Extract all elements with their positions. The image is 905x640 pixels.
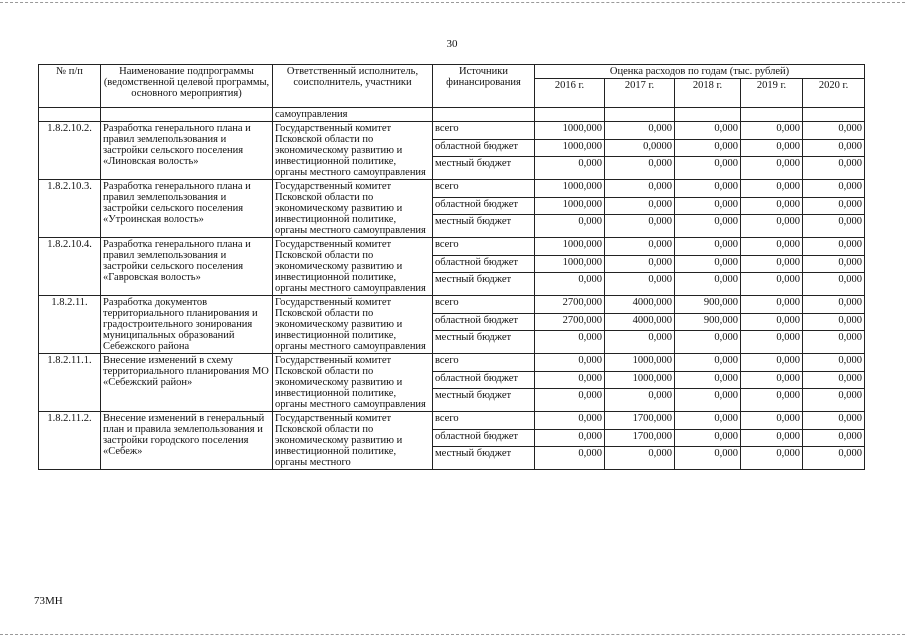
amount-2016: 0,000 — [535, 389, 605, 412]
amount-2020: 0,000 — [803, 273, 865, 296]
amount-2017: 0,000 — [605, 180, 675, 198]
header-year-2020: 2020 г. — [803, 79, 865, 108]
amount-2020: 0,000 — [803, 122, 865, 140]
amount-2019: 0,000 — [741, 215, 803, 238]
amount-2019: 0,000 — [741, 389, 803, 412]
amount-2020: 0,000 — [803, 157, 865, 180]
funding-source: областной бюджет — [433, 255, 535, 273]
amount-2017: 1700,000 — [605, 429, 675, 447]
amount-2020: 0,000 — [803, 331, 865, 354]
budget-table — [38, 64, 865, 470]
amount-2016: 1000,000 — [535, 238, 605, 256]
row-responsible: Государственный комитет Псковской области по экономическому развитию и инвестиционной политике, органы местного самоуправления — [273, 122, 433, 180]
amount-2017: 0,000 — [605, 331, 675, 354]
table-row — [39, 238, 865, 256]
row-name: Разработка генерального плана и правил землепользования и застройки сельского поселения «Гавровская волость» — [101, 238, 273, 296]
amount-2017: 0,000 — [605, 122, 675, 140]
amount-2020: 0,000 — [803, 180, 865, 198]
header-name: Наименование подпрограммы (ведомственной целевой программы, основного мероприятия) — [101, 65, 273, 108]
footer-code: 73МН — [34, 595, 63, 607]
amount-2018: 0,000 — [675, 255, 741, 273]
amount-2017: 0,000 — [605, 273, 675, 296]
header-source: Источники финансирования — [433, 65, 535, 108]
amount-2020: 0,000 — [803, 197, 865, 215]
amount-2020: 0,000 — [803, 389, 865, 412]
top-page-edge — [0, 2, 905, 3]
amount-2020: 0,000 — [803, 313, 865, 331]
row-number: 1.8.2.11.1. — [39, 354, 101, 412]
amount-2019: 0,000 — [741, 255, 803, 273]
amount-2019: 0,000 — [741, 157, 803, 180]
amount-2017: 0,000 — [605, 197, 675, 215]
amount-2016: 0,000 — [535, 157, 605, 180]
header-responsible: Ответственный исполнитель, соисполнитель, участники — [273, 65, 433, 108]
amount-2016: 1000,000 — [535, 180, 605, 198]
amount-2016: 1000,000 — [535, 197, 605, 215]
header-num: № п/п — [39, 65, 101, 108]
row-number: 1.8.2.10.4. — [39, 238, 101, 296]
amount-2018: 0,000 — [675, 215, 741, 238]
amount-2018: 0,000 — [675, 197, 741, 215]
page-number: 30 — [446, 38, 458, 50]
continuation-empty — [605, 108, 675, 122]
funding-source: всего — [433, 122, 535, 140]
amount-2016: 2700,000 — [535, 296, 605, 314]
amount-2020: 0,000 — [803, 371, 865, 389]
header-year-2019: 2019 г. — [741, 79, 803, 108]
amount-2019: 0,000 — [741, 371, 803, 389]
continuation-row — [39, 108, 865, 122]
row-responsible: Государственный комитет Псковской области по экономическому развитию и инвестиционной политике, органы местного самоуправления — [273, 238, 433, 296]
continuation-text: самоуправления — [273, 108, 433, 122]
row-responsible: Государственный комитет Псковской области по экономическому развитию и инвестиционной политике, органы местного — [273, 412, 433, 470]
row-responsible: Государственный комитет Псковской области по экономическому развитию и инвестиционной политике, органы местного самоуправления — [273, 354, 433, 412]
header-year-2018: 2018 г. — [675, 79, 741, 108]
table-body — [39, 108, 865, 470]
row-name: Внесение изменений в генеральный план и правила землепользования и застройки городского поселения «Себеж» — [101, 412, 273, 470]
funding-source: всего — [433, 238, 535, 256]
funding-source: местный бюджет — [433, 157, 535, 180]
continuation-empty-source — [433, 108, 535, 122]
amount-2017: 1700,000 — [605, 412, 675, 430]
amount-2019: 0,000 — [741, 412, 803, 430]
amount-2020: 0,000 — [803, 447, 865, 470]
amount-2016: 1000,000 — [535, 122, 605, 140]
amount-2017: 4000,000 — [605, 313, 675, 331]
amount-2019: 0,000 — [741, 313, 803, 331]
amount-2016: 0,000 — [535, 447, 605, 470]
amount-2018: 900,000 — [675, 296, 741, 314]
funding-source: всего — [433, 354, 535, 372]
header-year-2017: 2017 г. — [605, 79, 675, 108]
table-row — [39, 122, 865, 140]
amount-2016: 1000,000 — [535, 255, 605, 273]
row-number: 1.8.2.11. — [39, 296, 101, 354]
amount-2018: 0,000 — [675, 139, 741, 157]
amount-2016: 1000,000 — [535, 139, 605, 157]
header-row — [39, 65, 865, 79]
table-row — [39, 412, 865, 430]
funding-source: всего — [433, 412, 535, 430]
amount-2016: 0,000 — [535, 412, 605, 430]
row-number: 1.8.2.11.2. — [39, 412, 101, 470]
amount-2020: 0,000 — [803, 215, 865, 238]
amount-2017: 0,000 — [605, 238, 675, 256]
amount-2016: 0,000 — [535, 331, 605, 354]
amount-2017: 0,000 — [605, 157, 675, 180]
bottom-page-edge — [0, 634, 905, 635]
amount-2017: 0,000 — [605, 389, 675, 412]
amount-2018: 0,000 — [675, 180, 741, 198]
amount-2018: 900,000 — [675, 313, 741, 331]
amount-2016: 0,000 — [535, 273, 605, 296]
amount-2017: 0,0000 — [605, 139, 675, 157]
amount-2018: 0,000 — [675, 371, 741, 389]
funding-source: областной бюджет — [433, 371, 535, 389]
header-amount: Оценка расходов по годам (тыс. рублей) — [535, 65, 865, 79]
row-name: Разработка документов территориального планирования и градостроительного зонирования муниципальных образований Себежского района — [101, 296, 273, 354]
row-number: 1.8.2.10.3. — [39, 180, 101, 238]
header-year-2016: 2016 г. — [535, 79, 605, 108]
continuation-empty — [675, 108, 741, 122]
amount-2018: 0,000 — [675, 412, 741, 430]
funding-source: местный бюджет — [433, 215, 535, 238]
amount-2019: 0,000 — [741, 296, 803, 314]
funding-source: областной бюджет — [433, 313, 535, 331]
amount-2017: 1000,000 — [605, 371, 675, 389]
amount-2019: 0,000 — [741, 447, 803, 470]
amount-2020: 0,000 — [803, 255, 865, 273]
amount-2019: 0,000 — [741, 180, 803, 198]
amount-2019: 0,000 — [741, 139, 803, 157]
continuation-empty-name — [101, 108, 273, 122]
continuation-empty — [803, 108, 865, 122]
amount-2018: 0,000 — [675, 238, 741, 256]
amount-2020: 0,000 — [803, 296, 865, 314]
amount-2016: 0,000 — [535, 371, 605, 389]
amount-2016: 0,000 — [535, 354, 605, 372]
amount-2018: 0,000 — [675, 447, 741, 470]
amount-2018: 0,000 — [675, 389, 741, 412]
amount-2019: 0,000 — [741, 122, 803, 140]
funding-source: областной бюджет — [433, 429, 535, 447]
funding-source: местный бюджет — [433, 447, 535, 470]
row-number: 1.8.2.10.2. — [39, 122, 101, 180]
amount-2018: 0,000 — [675, 429, 741, 447]
amount-2016: 2700,000 — [535, 313, 605, 331]
amount-2018: 0,000 — [675, 331, 741, 354]
amount-2017: 0,000 — [605, 255, 675, 273]
funding-source: местный бюджет — [433, 331, 535, 354]
row-name: Внесение изменений в схему территориального планирования МО «Себежский район» — [101, 354, 273, 412]
funding-source: местный бюджет — [433, 389, 535, 412]
table-row — [39, 180, 865, 198]
amount-2020: 0,000 — [803, 429, 865, 447]
funding-source: всего — [433, 296, 535, 314]
funding-source: областной бюджет — [433, 139, 535, 157]
funding-source: всего — [433, 180, 535, 198]
amount-2019: 0,000 — [741, 273, 803, 296]
amount-2016: 0,000 — [535, 215, 605, 238]
continuation-empty-num — [39, 108, 101, 122]
amount-2018: 0,000 — [675, 157, 741, 180]
amount-2020: 0,000 — [803, 354, 865, 372]
amount-2019: 0,000 — [741, 238, 803, 256]
row-name: Разработка генерального плана и правил землепользования и застройки сельского поселения «Утроинская волость» — [101, 180, 273, 238]
amount-2020: 0,000 — [803, 139, 865, 157]
amount-2018: 0,000 — [675, 122, 741, 140]
amount-2019: 0,000 — [741, 354, 803, 372]
funding-source: областной бюджет — [433, 197, 535, 215]
amount-2020: 0,000 — [803, 412, 865, 430]
table-row — [39, 354, 865, 372]
row-responsible: Государственный комитет Псковской области по экономическому развитию и инвестиционной политике, органы местного самоуправления — [273, 180, 433, 238]
amount-2017: 0,000 — [605, 215, 675, 238]
funding-source: местный бюджет — [433, 273, 535, 296]
amount-2018: 0,000 — [675, 354, 741, 372]
continuation-empty — [741, 108, 803, 122]
amount-2019: 0,000 — [741, 197, 803, 215]
amount-2019: 0,000 — [741, 429, 803, 447]
continuation-empty — [535, 108, 605, 122]
amount-2018: 0,000 — [675, 273, 741, 296]
row-name: Разработка генерального плана и правил землепользования и застройки сельского поселения «Линовская волость» — [101, 122, 273, 180]
amount-2019: 0,000 — [741, 331, 803, 354]
amount-2020: 0,000 — [803, 238, 865, 256]
amount-2016: 0,000 — [535, 429, 605, 447]
table-row — [39, 296, 865, 314]
amount-2017: 0,000 — [605, 447, 675, 470]
amount-2017: 4000,000 — [605, 296, 675, 314]
row-responsible: Государственный комитет Псковской области по экономическому развитию и инвестиционной политике, органы местного самоуправления — [273, 296, 433, 354]
amount-2017: 1000,000 — [605, 354, 675, 372]
